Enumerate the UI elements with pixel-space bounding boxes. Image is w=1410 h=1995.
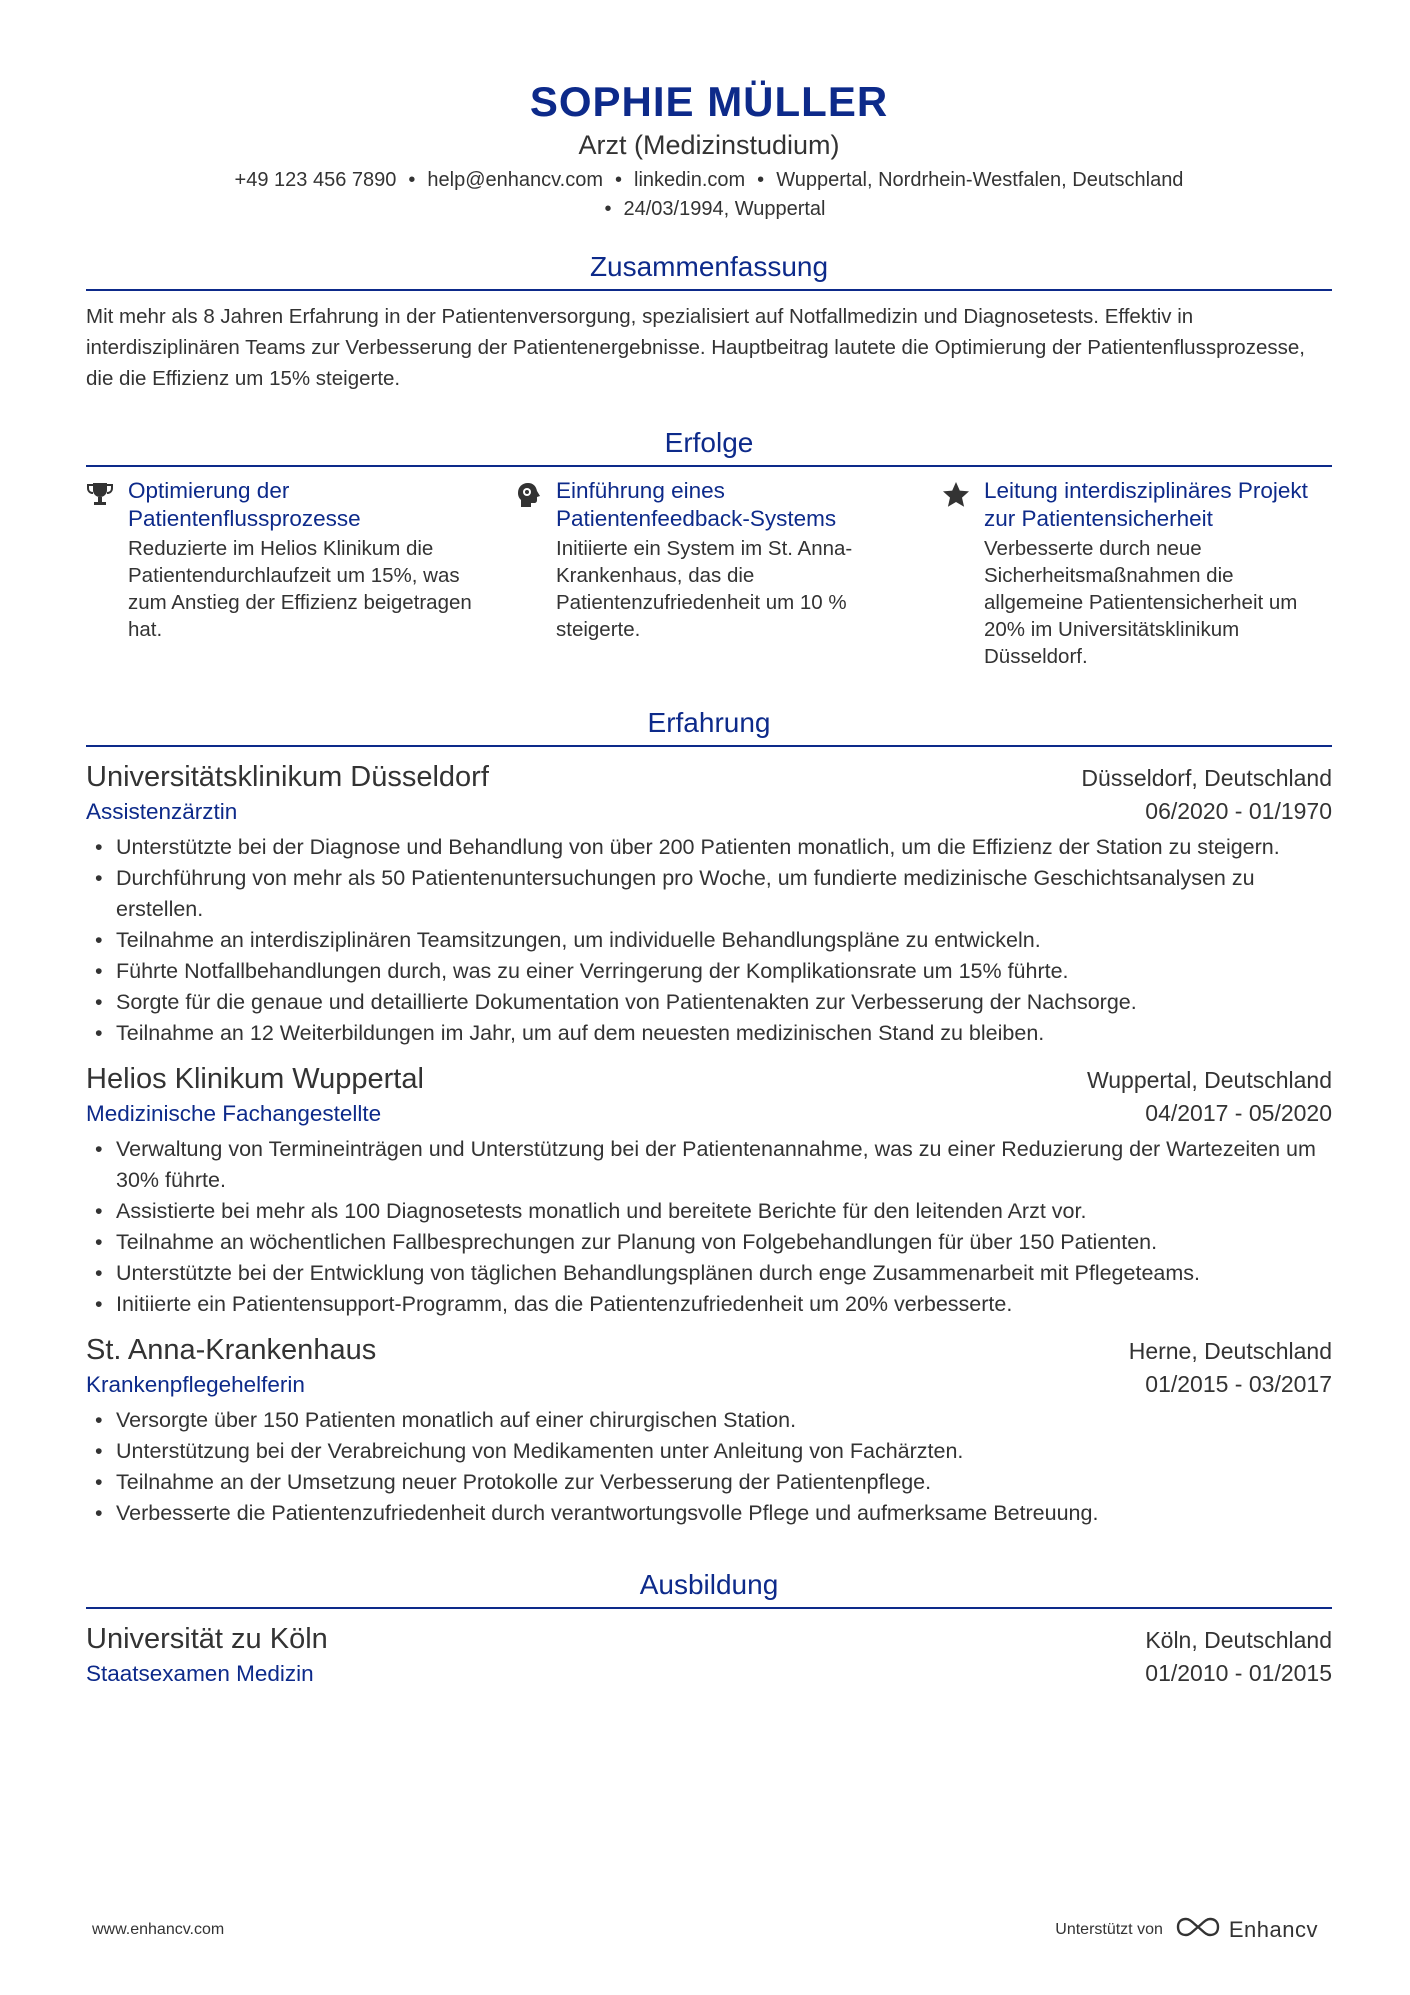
contact-info [86, 166, 1332, 224]
separator-dot: • [604, 198, 612, 220]
achievements-list [86, 477, 1332, 670]
achievement-item [514, 477, 942, 670]
achievement-title: Leitung interdisziplinäres Projekt zur Patientensicherheit [984, 478, 1308, 531]
achievement-title: Einführung eines Patientenfeedback-Systems [556, 478, 837, 531]
footer-branding [1055, 1916, 1318, 1943]
company-name: St. Anna-Krankenhaus [86, 1334, 377, 1366]
candidate-role: Arzt (Medizinstudium) [578, 130, 840, 160]
achievements-section [86, 425, 1332, 670]
list-item: • Assistierte bei mehr als 100 Diagnosetests monatlich und bereitete Berichte für den leitenden Arzt vor. [86, 1196, 1332, 1227]
list-item: • Unterstützte bei der Diagnose und Behandlung von über 200 Patienten monatlich, um die Effizienz der Station zu steigern. [86, 832, 1332, 863]
section-title-experience: Erfahrung [647, 707, 771, 738]
list-item: • Unterstützung bei der Verabreichung von Medikamenten unter Anleitung von Fachärzten. [86, 1436, 1332, 1467]
candidate-name: SOPHIE MÜLLER [529, 78, 889, 125]
head-icon [514, 477, 556, 670]
job-bullets [86, 1134, 1332, 1320]
achievement-description: Reduzierte im Helios Klinikum die Patientendurchlaufzeit um 15%, was zum Anstieg der Effizienz beigetragen hat. [128, 537, 472, 641]
list-item: • Versorgte über 150 Patienten monatlich auf einer chirurgischen Station. [86, 1405, 1332, 1436]
section-title-achievements: Erfolge [664, 427, 754, 458]
school-name: Universität zu Köln [86, 1623, 328, 1655]
achievement-description: Verbesserte durch neue Sicherheitsmaßnahmen die allgemeine Patientensicherheit um 20% im Universitätsklinikum Düsseldorf. [984, 537, 1298, 668]
job-bullets [86, 1405, 1332, 1529]
job-entry [86, 759, 1332, 1049]
school-location: Köln, Deutschland [1145, 1627, 1332, 1653]
job-dates: 06/2020 - 01/1970 [1145, 798, 1332, 824]
footer-website[interactable]: www.enhancv.com [92, 1920, 225, 1938]
job-entry [86, 1332, 1332, 1529]
powered-by-label: Unterstützt von [1055, 1920, 1163, 1938]
achievement-item [86, 477, 514, 670]
list-item: • Verbesserte die Patientenzufriedenheit durch verantwortungsvolle Pflege und aufmerksame Betreuung. [86, 1498, 1332, 1529]
resume-page [86, 78, 1332, 1690]
list-item: • Teilnahme an der Umsetzung neuer Protokolle zur Verbesserung der Patientenpflege. [86, 1467, 1332, 1498]
achievement-description: Initiierte ein System im St. Anna-Krankenhaus, das die Patientenzufriedenheit um 10 % steigerte. [556, 537, 853, 641]
footer-brand: Enhancv [1228, 1916, 1318, 1942]
job-bullets [86, 832, 1332, 1049]
job-dates: 04/2017 - 05/2020 [1145, 1100, 1332, 1126]
section-title-education: Ausbildung [639, 1569, 779, 1600]
linkedin: linkedin.com [634, 169, 746, 191]
job-dates: 01/2015 - 03/2017 [1145, 1371, 1332, 1397]
list-item: • Teilnahme an 12 Weiterbildungen im Jahr, um auf dem neuesten medizinischen Stand zu bleiben. [86, 1018, 1332, 1049]
degree: Staatsexamen Medizin [86, 1661, 314, 1686]
job-location: Wuppertal, Deutschland [1086, 1067, 1332, 1093]
summary-section [86, 249, 1332, 394]
section-divider [86, 465, 1332, 467]
achievement-item [942, 477, 1332, 670]
location: Wuppertal, Nordrhein-Westfalen, Deutschland [776, 169, 1184, 191]
page-footer [92, 1916, 1318, 1943]
list-item: • Teilnahme an wöchentlichen Fallbesprechungen zur Planung von Folgebehandlungen für über 150 Patienten. [86, 1227, 1332, 1258]
company-name: Helios Klinikum Wuppertal [86, 1063, 424, 1095]
star-icon [942, 477, 984, 670]
separator-dot: • [408, 169, 416, 191]
list-item: • Unterstützte bei der Entwicklung von täglichen Behandlungsplänen durch enge Zusammenarbeit mit Pflegeteams. [86, 1258, 1332, 1289]
trophy-icon [86, 477, 128, 670]
job-location: Düsseldorf, Deutschland [1081, 765, 1332, 791]
job-entry [86, 1061, 1332, 1320]
list-item: • Teilnahme an interdisziplinären Teamsitzungen, um individuelle Behandlungspläne zu entwickeln. [86, 925, 1332, 956]
job-position: Assistenzärztin [86, 799, 238, 824]
birth-info: 24/03/1994, Wuppertal [623, 198, 826, 220]
education-entry [86, 1621, 1332, 1690]
enhancv-logo-icon [1175, 1916, 1221, 1943]
section-divider [86, 1607, 1332, 1609]
email: help@enhancv.com [427, 169, 603, 191]
job-position: Medizinische Fachangestellte [86, 1101, 382, 1126]
summary-text: Mit mehr als 8 Jahren Erfahrung in der Patientenversorgung, spezialisiert auf Notfallmedizin und Diagnosetests. Effektiv in interdisziplinären Teams zur Verbesserung der Patientenergebnisse. Hauptbeitrag lautete die Optimierung der Patientenflussprozesse, die die Effizienz um 15% steigerte. [86, 305, 1305, 390]
resume-header [86, 78, 1332, 224]
list-item: • Durchführung von mehr als 50 Patientenuntersuchungen pro Woche, um fundierte medizinische Geschichtsanalysen zu erstellen. [86, 863, 1332, 925]
section-divider [86, 745, 1332, 747]
separator-dot: • [757, 169, 765, 191]
education-dates: 01/2010 - 01/2015 [1145, 1660, 1332, 1686]
section-divider [86, 289, 1332, 291]
list-item: • Sorgte für die genaue und detaillierte Dokumentation von Patientenakten zur Verbesserung der Nachsorge. [86, 987, 1332, 1018]
achievement-title: Optimierung der Patientenflussprozesse [128, 478, 361, 531]
job-location: Herne, Deutschland [1128, 1338, 1332, 1364]
education-section [86, 1567, 1332, 1690]
separator-dot: • [614, 169, 622, 191]
job-position: Krankenpflegehelferin [86, 1372, 305, 1397]
list-item: • Initiierte ein Patientensupport-Programm, das die Patientenzufriedenheit um 20% verbesserte. [86, 1289, 1332, 1320]
phone: +49 123 456 7890 [234, 169, 397, 191]
list-item: • Verwaltung von Termineinträgen und Unterstützung bei der Patientenannahme, was zu einer Reduzierung der Wartezeiten um 30% führte. [86, 1134, 1332, 1196]
experience-section [86, 705, 1332, 1529]
section-title-summary: Zusammenfassung [589, 251, 829, 282]
company-name: Universitätsklinikum Düsseldorf [86, 761, 489, 793]
list-item: • Führte Notfallbehandlungen durch, was zu einer Verringerung der Komplikationsrate um 15% führte. [86, 956, 1332, 987]
